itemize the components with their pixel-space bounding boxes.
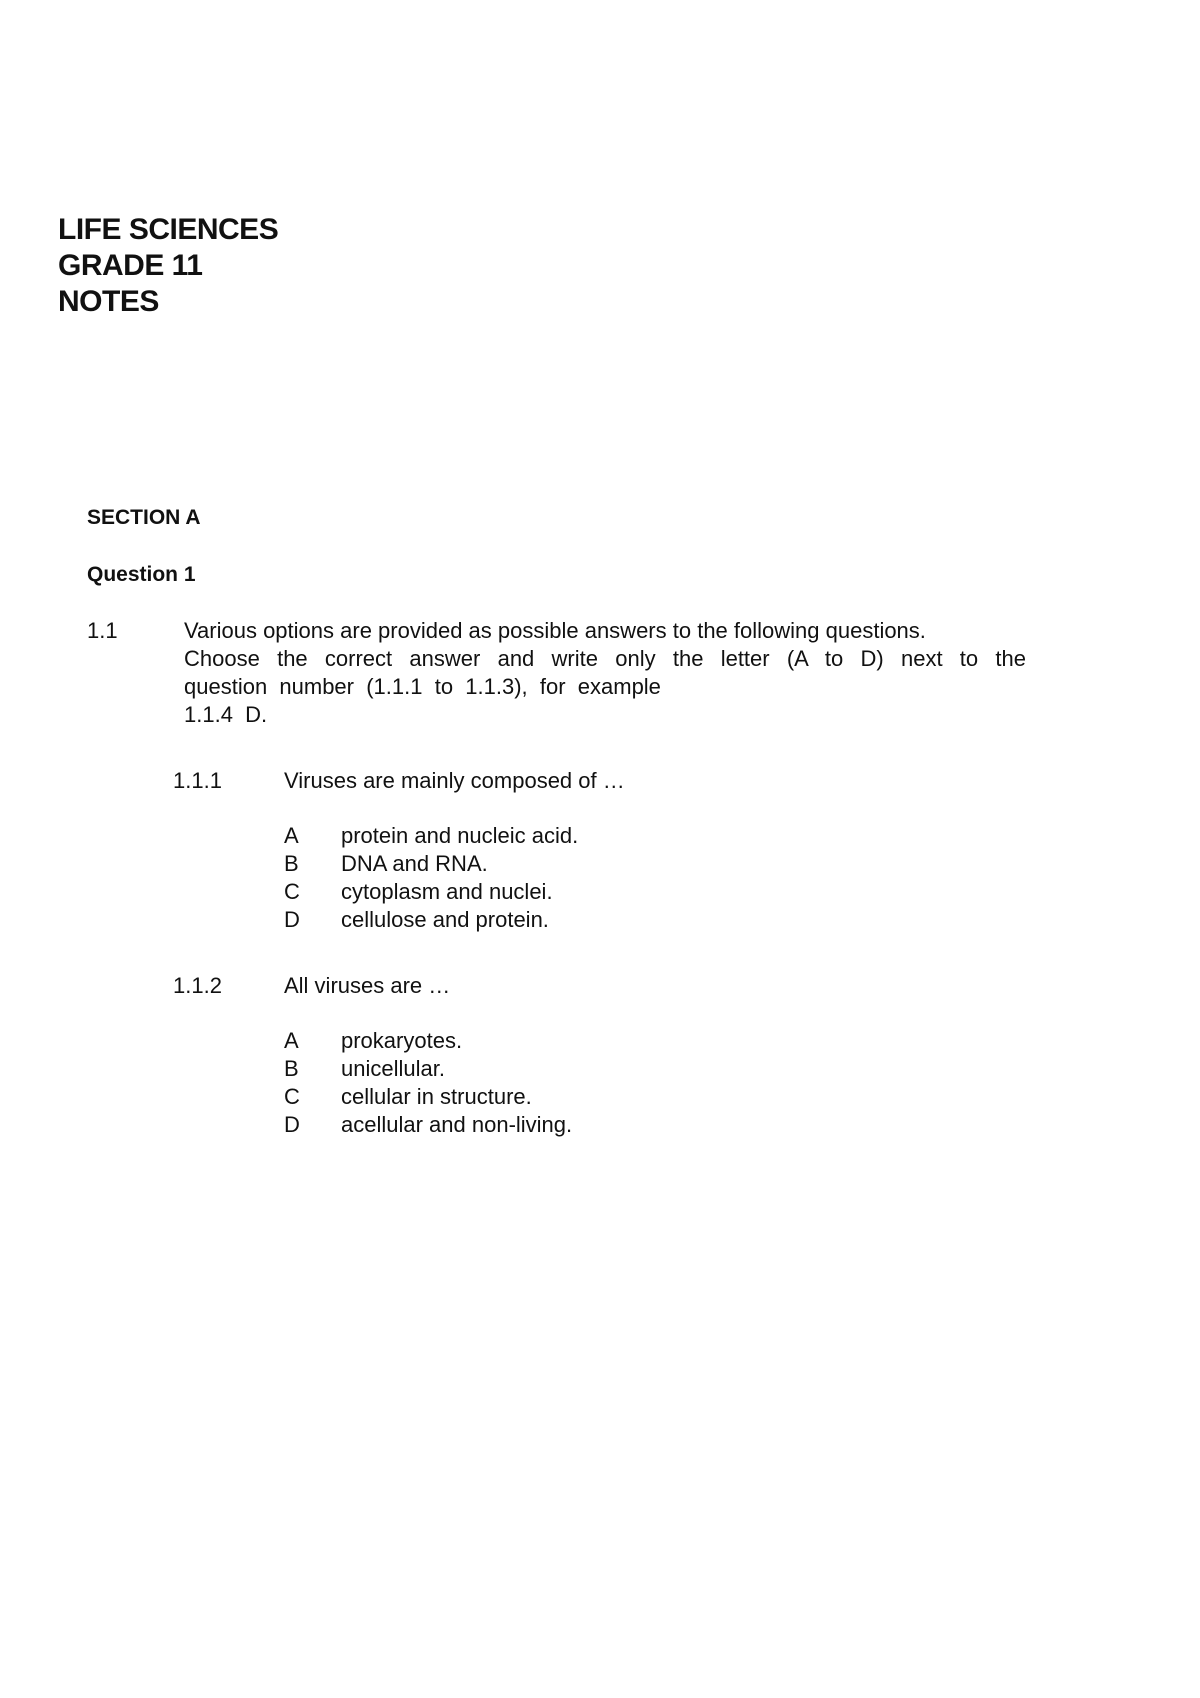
question-number: 1.1.2 — [173, 973, 222, 998]
title-subject: LIFE SCIENCES — [58, 213, 279, 246]
option-text: cellulose and protein. — [341, 907, 549, 932]
question-heading: Question 1 — [87, 563, 196, 586]
intro-paragraph — [184, 617, 1026, 729]
option-text: acellular and non-living. — [341, 1112, 573, 1137]
option-text: prokaryotes. — [341, 1028, 463, 1053]
document-title — [58, 212, 278, 320]
intro-line: question number (1.1.1 to 1.1.3), for example — [184, 674, 661, 699]
question-number: 1.1.1 — [173, 768, 222, 793]
option-text: unicellular. — [341, 1056, 445, 1081]
option-letter: C — [284, 1084, 300, 1109]
title-grade: GRADE 11 — [58, 249, 203, 282]
option-letter: D — [284, 1112, 300, 1137]
option-text: protein and nucleic acid. — [341, 823, 579, 848]
question-text: Viruses are mainly composed of … — [284, 768, 625, 793]
option-letter: B — [284, 851, 299, 876]
title-notes: NOTES — [58, 285, 159, 318]
option-letter: D — [284, 907, 300, 932]
question-text: All viruses are … — [284, 973, 451, 998]
intro-line: 1.1.4 D. — [184, 702, 268, 727]
section-heading: SECTION A — [87, 506, 201, 529]
option-text: cellular in structure. — [341, 1084, 532, 1109]
intro-line: Various options are provided as possible answers to the following questions. — [184, 618, 926, 643]
option-text: DNA and RNA. — [341, 851, 488, 876]
option-text: cytoplasm and nuclei. — [341, 879, 553, 904]
intro-line: Choose the correct answer and write only the letter (A to D) next to the — [184, 646, 1026, 671]
option-letter: A — [284, 1028, 299, 1053]
intro-number: 1.1 — [87, 618, 118, 643]
option-letter: B — [284, 1056, 299, 1081]
option-letter: A — [284, 823, 299, 848]
option-letter: C — [284, 879, 300, 904]
